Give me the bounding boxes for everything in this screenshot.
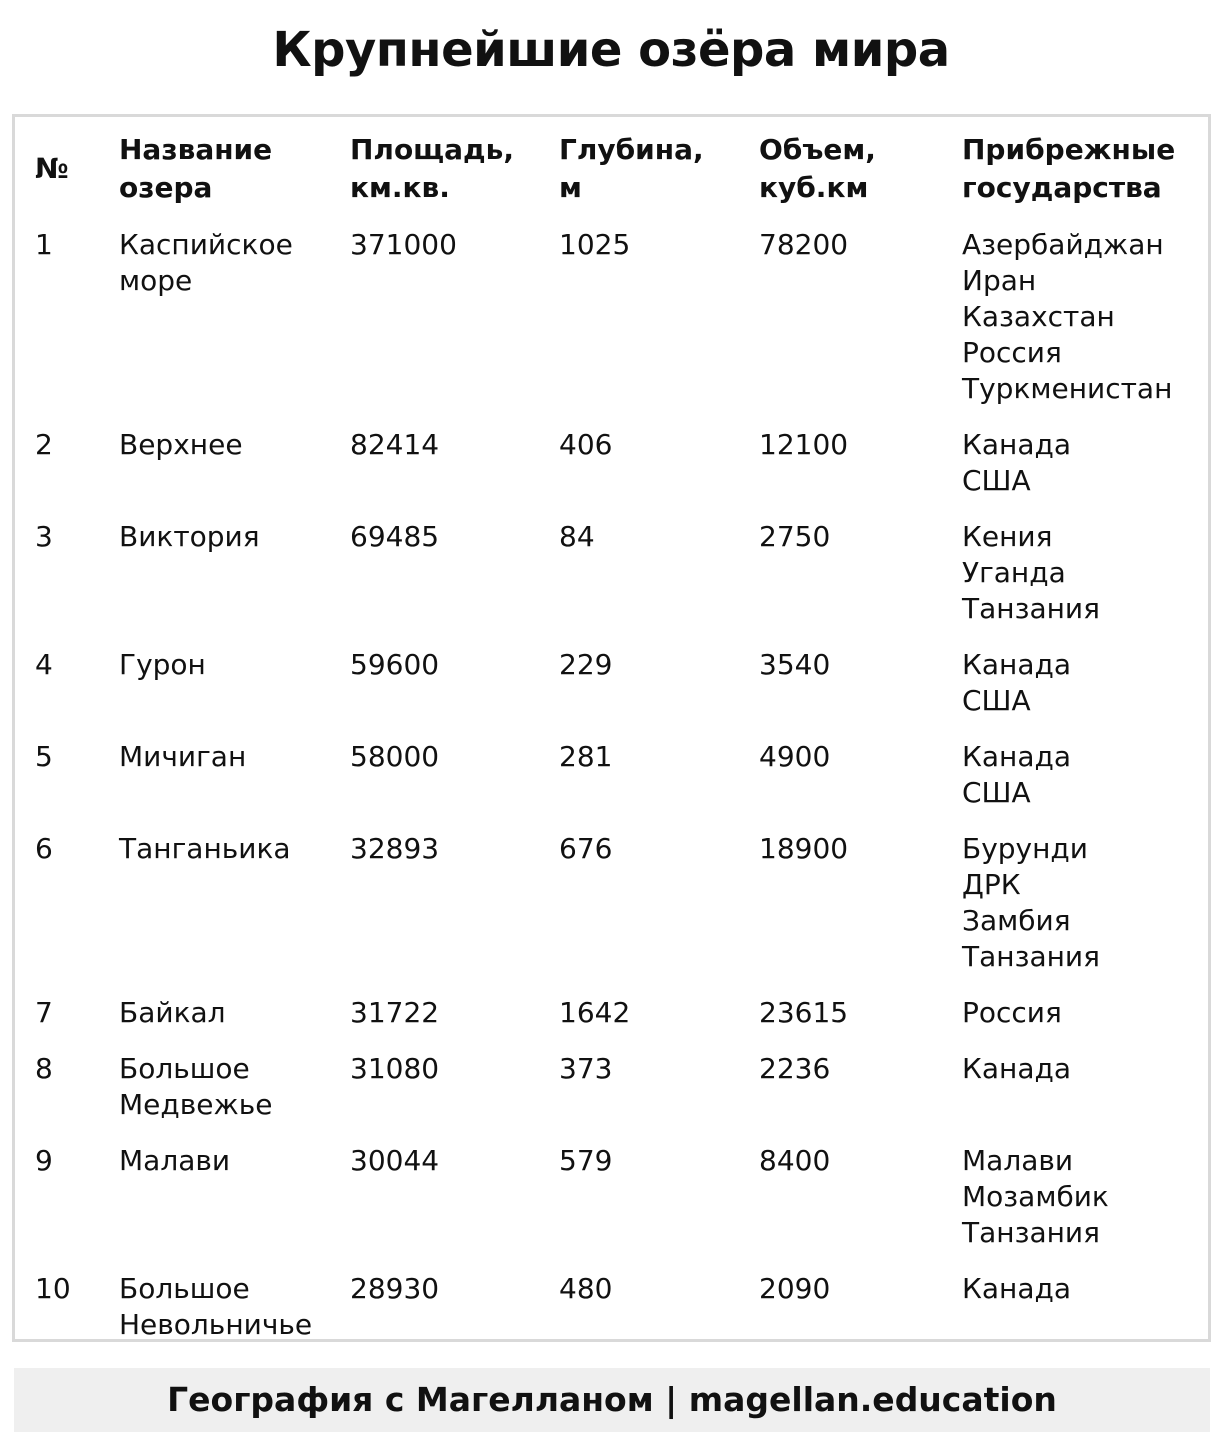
header-area: Площадь, км.кв. [350, 133, 514, 204]
cell-depth: 281 [559, 740, 613, 773]
cell-number: 8 [35, 1052, 53, 1085]
lakes-table-container [12, 114, 1211, 1342]
cell-volume: 4900 [759, 740, 831, 773]
table-row [35, 1143, 1195, 1271]
cell-lake-name: Большое Невольничье [119, 1272, 313, 1341]
cell-area: 69485 [350, 520, 440, 553]
cell-countries: Канада США [962, 428, 1072, 497]
lakes-table [35, 129, 1195, 1363]
table-row [35, 427, 1195, 519]
cell-area: 58000 [350, 740, 440, 773]
cell-area: 59600 [350, 648, 440, 681]
cell-number: 10 [35, 1272, 71, 1305]
cell-lake-name: Большое Медвежье [119, 1052, 273, 1121]
cell-number: 3 [35, 520, 53, 553]
table-row [35, 831, 1195, 995]
cell-number: 6 [35, 832, 53, 865]
cell-depth: 579 [559, 1144, 613, 1177]
cell-depth: 1025 [559, 228, 631, 261]
cell-lake-name: Малави [119, 1144, 231, 1177]
cell-lake-name: Байкал [119, 996, 226, 1029]
cell-volume: 3540 [759, 648, 831, 681]
cell-countries: Канада [962, 1272, 1072, 1305]
cell-volume: 8400 [759, 1144, 831, 1177]
cell-depth: 373 [559, 1052, 613, 1085]
cell-area: 28930 [350, 1272, 440, 1305]
cell-area: 82414 [350, 428, 440, 461]
cell-number: 4 [35, 648, 53, 681]
cell-area: 30044 [350, 1144, 440, 1177]
cell-depth: 1642 [559, 996, 631, 1029]
header-countries: Прибрежные государства [962, 133, 1176, 204]
table-row [35, 1271, 1195, 1363]
cell-countries: Канада США [962, 740, 1072, 809]
cell-depth: 480 [559, 1272, 613, 1305]
cell-countries: Россия [962, 996, 1062, 1029]
cell-countries: Канада США [962, 648, 1072, 717]
cell-countries: Малави Мозамбик Танзания [962, 1144, 1109, 1249]
cell-area: 32893 [350, 832, 440, 865]
cell-volume: 23615 [759, 996, 849, 1029]
cell-lake-name: Каспийское море [119, 228, 293, 297]
cell-depth: 84 [559, 520, 595, 553]
cell-countries: Бурунди ДРК Замбия Танзания [962, 832, 1100, 973]
cell-area: 31080 [350, 1052, 440, 1085]
header-depth: Глубина, м [559, 133, 704, 204]
table-row [35, 647, 1195, 739]
cell-countries: Канада [962, 1052, 1072, 1085]
table-row [35, 739, 1195, 831]
cell-volume: 2236 [759, 1052, 831, 1085]
table-row [35, 519, 1195, 647]
cell-depth: 406 [559, 428, 613, 461]
cell-countries: Кения Уганда Танзания [962, 520, 1100, 625]
cell-area: 371000 [350, 228, 457, 261]
cell-number: 5 [35, 740, 53, 773]
footer-credit: География с Магелланом | magellan.education [14, 1368, 1210, 1432]
cell-lake-name: Танганьика [119, 832, 291, 865]
cell-number: 1 [35, 228, 53, 261]
cell-volume: 2750 [759, 520, 831, 553]
cell-lake-name: Виктория [119, 520, 260, 553]
header-number: № [35, 152, 69, 185]
cell-volume: 18900 [759, 832, 849, 865]
page-title: Крупнейшие озёра мира [272, 22, 950, 78]
cell-lake-name: Верхнее [119, 428, 243, 461]
header-lake-name: Название озера [119, 133, 273, 204]
cell-depth: 676 [559, 832, 613, 865]
cell-lake-name: Мичиган [119, 740, 247, 773]
cell-depth: 229 [559, 648, 613, 681]
cell-number: 9 [35, 1144, 53, 1177]
table-header-row [35, 129, 1195, 227]
table-row [35, 1051, 1195, 1143]
cell-number: 2 [35, 428, 53, 461]
cell-area: 31722 [350, 996, 440, 1029]
cell-countries: Азербайджан Иран Казахстан Россия Туркменистан [962, 228, 1173, 405]
cell-number: 7 [35, 996, 53, 1029]
cell-lake-name: Гурон [119, 648, 206, 681]
table-row [35, 995, 1195, 1051]
table-row [35, 227, 1195, 427]
cell-volume: 2090 [759, 1272, 831, 1305]
cell-volume: 78200 [759, 228, 849, 261]
header-volume: Объем, куб.км [759, 133, 876, 204]
cell-volume: 12100 [759, 428, 849, 461]
